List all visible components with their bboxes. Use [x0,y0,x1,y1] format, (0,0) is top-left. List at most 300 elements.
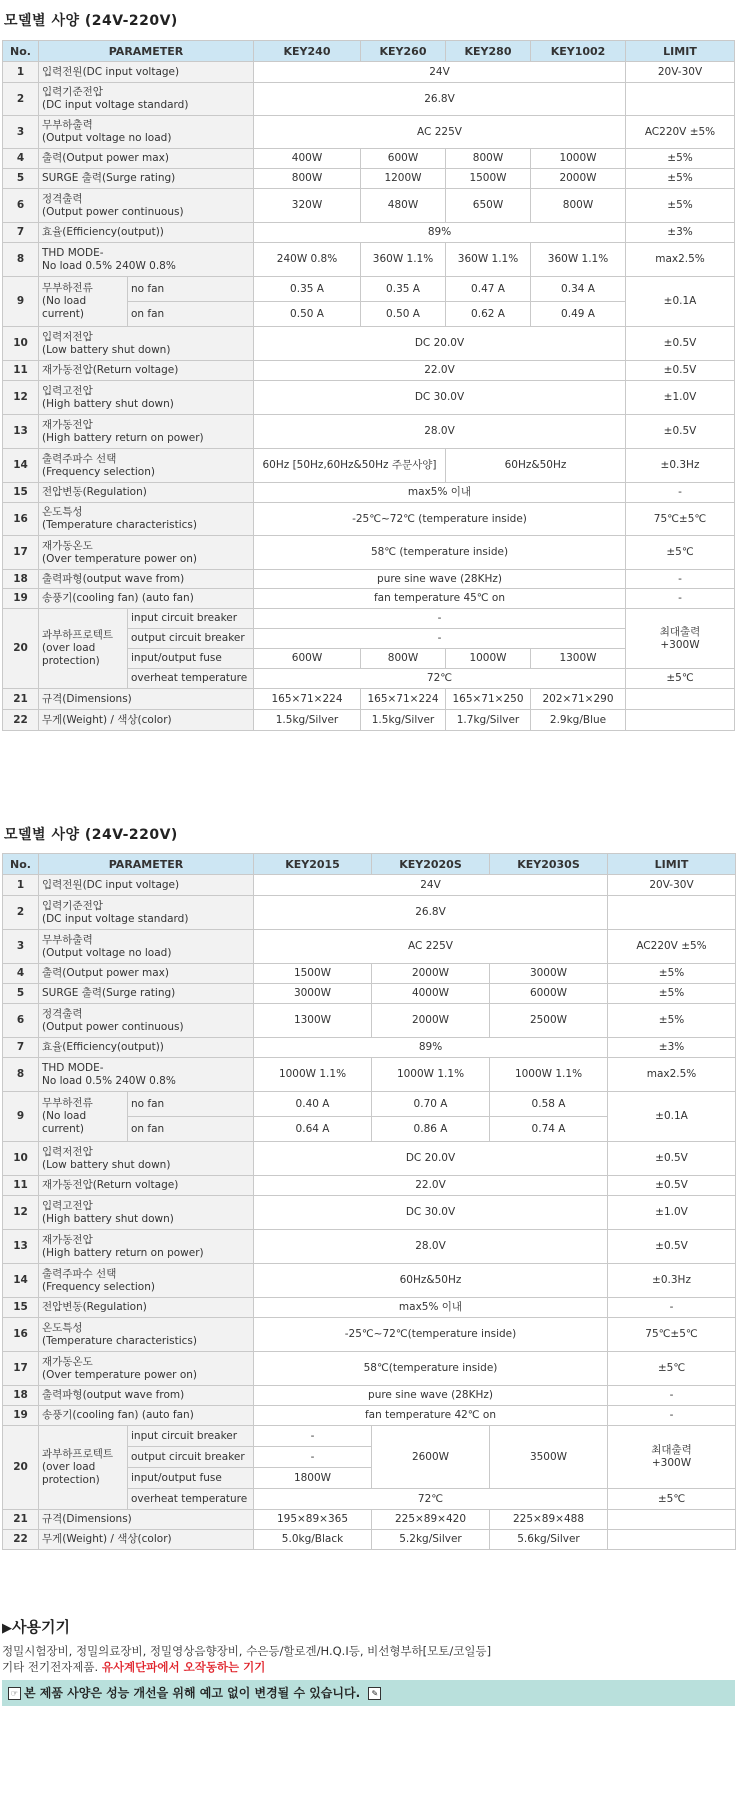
table-row [3,984,736,1004]
row-no: 7 [3,1038,39,1058]
row-limit: ±5% [626,149,735,169]
param-ko: 출력주파수 선택 [42,1267,117,1280]
row-cell: 1.5kg/Silver [361,710,446,731]
spec-table-1 [2,40,735,731]
row-no: 18 [3,1386,39,1406]
header-model-1: KEY240 [254,41,361,62]
param-en: (Output power continuous) [42,205,184,218]
row-cell: 0.86 A [372,1117,490,1142]
param-ko: 무부하출력 [42,119,93,131]
row-limit: ±5℃ [608,1489,736,1510]
row-no: 17 [3,536,39,570]
row-limit: ±0.1A [608,1092,736,1142]
row-param [39,116,254,149]
row-limit: ±5℃ [608,1352,736,1386]
row-cell: 400W [254,149,361,169]
row-no: 19 [3,589,39,609]
row-limit [626,83,735,116]
table-row [3,930,736,964]
header-model-2: KEY260 [361,41,446,62]
row-cell: 0.47 A [446,277,531,302]
row-param [39,1196,254,1230]
row-no: 2 [3,896,39,930]
param-ko: 재가동온도 [42,539,93,552]
table-row [3,1196,736,1230]
header-model-2: KEY2020S [372,854,490,875]
param-ko: 입력기준전압 [42,86,103,98]
row-cell: 0.34 A [531,277,626,302]
row-sub-label: no fan [128,1092,254,1117]
table2-title: 모델별 사양 (24V-220V) [4,827,178,843]
row-value: DC 20.0V [254,327,626,361]
table-row [3,169,735,189]
row-no: 8 [3,1058,39,1092]
param-en: (Low battery shut down) [42,343,171,356]
limit-line-2: +300W [651,1457,692,1469]
row-no: 2 [3,83,39,116]
row-limit: ±5% [608,964,736,984]
row-limit: - [608,1406,736,1426]
row-value: -25℃~72℃ (temperature inside) [254,503,626,536]
row-param: 규격(Dimensions) [39,1510,254,1530]
table-row [3,361,735,381]
row-limit: - [608,1386,736,1406]
row-limit: - [626,483,735,503]
param-en-2: protection) [42,655,100,667]
row-sub-label: overheat temperature [128,1489,254,1510]
header-limit: LIMIT [608,854,736,875]
row-cell: 800W [254,169,361,189]
table-row [3,964,736,984]
row-value: max5% 이내 [254,483,626,503]
row-param [39,1264,254,1298]
row-no: 21 [3,1510,39,1530]
row-param [39,449,254,483]
param-ko: 무부하전류 [42,1097,93,1109]
row-no: 12 [3,1196,39,1230]
row-param: 출력(Output power max) [39,964,254,984]
row-cell: 6000W [490,984,608,1004]
row-value: 60Hz&50Hz [446,449,626,483]
row-cell: 800W [446,149,531,169]
row-cell: 800W [361,649,446,669]
usage-line-1: 정밀시험장비, 정밀의료장비, 정밀영상음향장비, 수은등/할로겐/H.Q.I등, 비선형부하[모토/코일등] [2,1644,492,1658]
row-no: 15 [3,1298,39,1318]
row-no: 5 [3,984,39,1004]
param-en-2: current) [42,1123,84,1135]
row-cell: - [254,1426,372,1447]
limit-line-2: +300W [660,638,700,651]
param-ko: 입력고전압 [42,1199,93,1212]
row-no: 3 [3,930,39,964]
row-limit [608,896,736,930]
row-value: pure sine wave (28KHz) [254,1386,608,1406]
row-cell: 1.7kg/Silver [446,710,531,731]
row-cell: 0.62 A [446,302,531,327]
row-limit: ±3% [626,223,735,243]
row-limit: ±5℃ [626,536,735,570]
row-no: 4 [3,964,39,984]
table-row [3,1142,736,1176]
row-no: 10 [3,1142,39,1176]
table-row [3,1406,736,1426]
row-param [39,536,254,570]
row-limit [608,1510,736,1530]
row-param: 전압변동(Regulation) [39,483,254,503]
row-cell: 0.74 A [490,1117,608,1142]
note-icon: ☞ [8,1687,21,1700]
notice-banner [2,1680,735,1706]
table-row [3,243,735,277]
table-row [3,277,735,302]
param-ko: 온도특성 [42,506,83,518]
row-value: 28.0V [254,415,626,449]
param-ko: 재가동전압 [42,418,93,431]
row-cell: 1200W [361,169,446,189]
row-limit: ±0.1A [626,277,735,327]
row-no: 17 [3,1352,39,1386]
row-cell: 0.35 A [361,277,446,302]
param-ko: 정격출력 [42,192,83,205]
row-limit: ±1.0V [626,381,735,415]
row-cell: 202×71×290 [531,689,626,710]
param-en: (Output power continuous) [42,1020,184,1033]
usage-title: 사용기기 [12,1618,70,1636]
triangle-right-icon: ▶ [2,1621,12,1636]
row-value: max5% 이내 [254,1298,608,1318]
limit-line-1: 최대출력 [651,1444,692,1456]
row-param: 출력파형(output wave from) [39,1386,254,1406]
table-row [3,875,736,896]
row-limit [626,710,735,731]
table-row [3,149,735,169]
row-no: 6 [3,1004,39,1038]
usage-section [2,1616,735,1675]
row-cell: 165×71×224 [254,689,361,710]
row-param [39,1058,254,1092]
row-value: - [254,629,626,649]
table-row [3,1176,736,1196]
row-value: 22.0V [254,1176,608,1196]
row-value: 72℃ [254,669,626,689]
table-row [3,483,735,503]
table-row [3,62,735,83]
param-en: (Low battery shut down) [42,1158,171,1171]
row-cell: 360W 1.1% [446,243,531,277]
table-header-row [3,41,735,62]
row-value: 89% [254,1038,608,1058]
param-en: (DC input voltage standard) [42,912,189,925]
row-param: 무게(Weight) / 색상(color) [39,1530,254,1550]
param-en: (Over temperature power on) [42,1368,197,1381]
row-no: 16 [3,503,39,536]
row-limit: 75℃±5℃ [608,1318,736,1352]
header-model-1: KEY2015 [254,854,372,875]
usage-warning: 유사계단파에서 오작동하는 기기 [101,1660,266,1674]
header-no: No. [3,41,39,62]
table-row [3,609,735,629]
table-row [3,1264,736,1298]
row-limit: ±5% [626,189,735,223]
row-no: 21 [3,689,39,710]
row-value: 72℃ [254,1489,608,1510]
table-row [3,1298,736,1318]
row-param [39,1004,254,1038]
row-no: 15 [3,483,39,503]
row-cell: 650W [446,189,531,223]
param-en: (Temperature characteristics) [42,1334,197,1347]
row-param [39,327,254,361]
row-sub-label: input/output fuse [128,1468,254,1489]
row-value: fan temperature 45℃ on [254,589,626,609]
row-value: 24V [254,875,608,896]
table-row [3,1530,736,1550]
row-param: SURGE 출력(Surge rating) [39,984,254,1004]
row-limit: AC220V ±5% [626,116,735,149]
row-no: 20 [3,1426,39,1510]
row-value: 89% [254,223,626,243]
row-limit: max2.5% [626,243,735,277]
row-cell: 480W [361,189,446,223]
row-cell: 0.50 A [254,302,361,327]
row-cell: 5.6kg/Silver [490,1530,608,1550]
row-cell: 1000W [446,649,531,669]
param-en: (High battery shut down) [42,1212,174,1225]
param-ko: 과부하프로텍트 [42,1448,114,1460]
row-cell: 2000W [531,169,626,189]
row-limit [608,1530,736,1550]
row-cell: 1800W [254,1468,372,1489]
row-cell: 0.58 A [490,1092,608,1117]
row-param [39,243,254,277]
spec-table-2 [2,853,736,1550]
param-ko: 정격출력 [42,1007,83,1020]
table-row [3,896,736,930]
param-en: (High battery return on power) [42,1246,204,1259]
param-en: (High battery return on power) [42,431,204,444]
row-cell: 1500W [254,964,372,984]
param-en-2: current) [42,308,84,320]
row-limit: ±0.3Hz [608,1264,736,1298]
row-param [39,189,254,223]
header-model-3: KEY2030S [490,854,608,875]
row-value: 26.8V [254,896,608,930]
param-ko: 입력고전압 [42,384,93,397]
row-cell: 240W 0.8% [254,243,361,277]
row-param [39,609,128,689]
header-parameter: PARAMETER [39,41,254,62]
param-en-2: protection) [42,1474,100,1486]
row-no: 22 [3,1530,39,1550]
param-en-1: (over load [42,1461,96,1473]
header-model-4: KEY1002 [531,41,626,62]
row-param: 무게(Weight) / 색상(color) [39,710,254,731]
row-param [39,1352,254,1386]
param-en-1: (No load [42,1110,87,1122]
row-cell: 0.64 A [254,1117,372,1142]
row-sub-label: on fan [128,1117,254,1142]
row-cell: 225×89×420 [372,1510,490,1530]
row-no: 6 [3,189,39,223]
row-param: 전압변동(Regulation) [39,1298,254,1318]
row-limit: ±0.5V [626,361,735,381]
row-sub-label: input circuit breaker [128,609,254,629]
row-value: -25℃~72℃(temperature inside) [254,1318,608,1352]
row-cell: 2000W [372,1004,490,1038]
row-cell: 4000W [372,984,490,1004]
row-cell: 600W [254,649,361,669]
row-param: 출력(Output power max) [39,149,254,169]
row-sub-label: overheat temperature [128,669,254,689]
table-row [3,1230,736,1264]
row-cell: 165×71×250 [446,689,531,710]
row-no: 12 [3,381,39,415]
row-cell: 800W [531,189,626,223]
row-no: 5 [3,169,39,189]
row-param [39,503,254,536]
row-param: 효율(Efficiency(output)) [39,1038,254,1058]
limit-line-1: 최대출력 [659,625,701,638]
param-ko: 무부하출력 [42,933,93,946]
row-no: 4 [3,149,39,169]
row-limit: max2.5% [608,1058,736,1092]
row-cell: 3000W [254,984,372,1004]
row-param: 재가동전압(Return voltage) [39,361,254,381]
row-param: 재가동전압(Return voltage) [39,1176,254,1196]
table-row [3,570,735,589]
row-cell: 5.0kg/Black [254,1530,372,1550]
row-limit: ±0.5V [608,1176,736,1196]
row-cell: 165×71×224 [361,689,446,710]
param-ko: 재가동전압 [42,1233,93,1246]
row-limit: ±1.0V [608,1196,736,1230]
param-line-2: No load 0.5% 240W 0.8% [42,259,176,272]
row-no: 9 [3,277,39,327]
row-no: 10 [3,327,39,361]
row-limit: ±0.5V [608,1142,736,1176]
table-row [3,536,735,570]
row-cell: 1300W [254,1004,372,1038]
row-value: AC 225V [254,930,608,964]
param-en: (Frequency selection) [42,1280,155,1293]
table-row [3,1038,736,1058]
table-row [3,327,735,361]
row-cell: 1.5kg/Silver [254,710,361,731]
param-line-2: No load 0.5% 240W 0.8% [42,1074,176,1087]
row-value: DC 30.0V [254,1196,608,1230]
usage-line-2 [2,1659,735,1675]
param-ko: 입력기준전압 [42,899,103,912]
notice-text: 본 제품 사양은 성능 개선을 위해 예고 없이 변경될 수 있습니다. [24,1686,361,1700]
row-param [39,415,254,449]
row-limit: ±5% [608,984,736,1004]
row-cell: 360W 1.1% [361,243,446,277]
row-param [39,83,254,116]
row-no: 1 [3,875,39,896]
row-sub-label: on fan [128,302,254,327]
row-value: AC 225V [254,116,626,149]
param-en: (Output voltage no load) [42,132,172,144]
row-no: 16 [3,1318,39,1352]
param-ko: 온도특성 [42,1321,83,1334]
row-param [39,1142,254,1176]
row-param: 입력전원(DC input voltage) [39,62,254,83]
row-value: 24V [254,62,626,83]
row-param: 송풍기(cooling fan) (auto fan) [39,1406,254,1426]
row-limit: ±3% [608,1038,736,1058]
row-cell: 0.35 A [254,277,361,302]
row-limit: 20V-30V [626,62,735,83]
row-param: 규격(Dimensions) [39,689,254,710]
row-no: 11 [3,361,39,381]
table-row [3,589,735,609]
row-cell: 0.70 A [372,1092,490,1117]
header-parameter: PARAMETER [39,854,254,875]
row-cell: 1000W 1.1% [490,1058,608,1092]
param-en: (Over temperature power on) [42,552,197,565]
row-param [39,896,254,930]
row-cell: 225×89×488 [490,1510,608,1530]
table-row [3,116,735,149]
row-cell: 5.2kg/Silver [372,1530,490,1550]
row-cell: 1300W [531,649,626,669]
row-value: - [254,609,626,629]
param-en: (Temperature characteristics) [42,519,197,531]
row-value: 60Hz [50Hz,60Hz&50Hz 주문사양] [254,449,446,483]
row-param: 입력전원(DC input voltage) [39,875,254,896]
row-limit: - [626,589,735,609]
table-row [3,1510,736,1530]
row-value: DC 30.0V [254,381,626,415]
row-no: 8 [3,243,39,277]
row-cell: 195×89×365 [254,1510,372,1530]
row-no: 19 [3,1406,39,1426]
row-limit: ±0.3Hz [626,449,735,483]
row-sub-label: input circuit breaker [128,1426,254,1447]
table-row [3,449,735,483]
row-no: 14 [3,1264,39,1298]
row-param [39,1318,254,1352]
param-en: (High battery shut down) [42,397,174,410]
row-cell: 1500W [446,169,531,189]
row-no: 11 [3,1176,39,1196]
table-row [3,1318,736,1352]
table-row [3,1004,736,1038]
row-limit: ±5℃ [626,669,735,689]
row-cell: 600W [361,149,446,169]
row-cell: 0.50 A [361,302,446,327]
row-limit: ±5% [626,169,735,189]
row-param: 출력파형(output wave from) [39,570,254,589]
row-cell: 360W 1.1% [531,243,626,277]
row-param [39,1426,128,1510]
param-en: (Frequency selection) [42,465,155,478]
table-row [3,83,735,116]
table-row [3,381,735,415]
header-limit: LIMIT [626,41,735,62]
row-value: 60Hz&50Hz [254,1264,608,1298]
usage-line-2-text: 기타 전기전자제품. [2,1660,102,1674]
row-param [39,930,254,964]
table-row [3,189,735,223]
row-value: 28.0V [254,1230,608,1264]
param-en-1: (over load [42,642,96,654]
row-no: 18 [3,570,39,589]
table-row [3,1092,736,1117]
row-param [39,277,128,327]
row-no: 9 [3,1092,39,1142]
table-header-row [3,854,736,875]
